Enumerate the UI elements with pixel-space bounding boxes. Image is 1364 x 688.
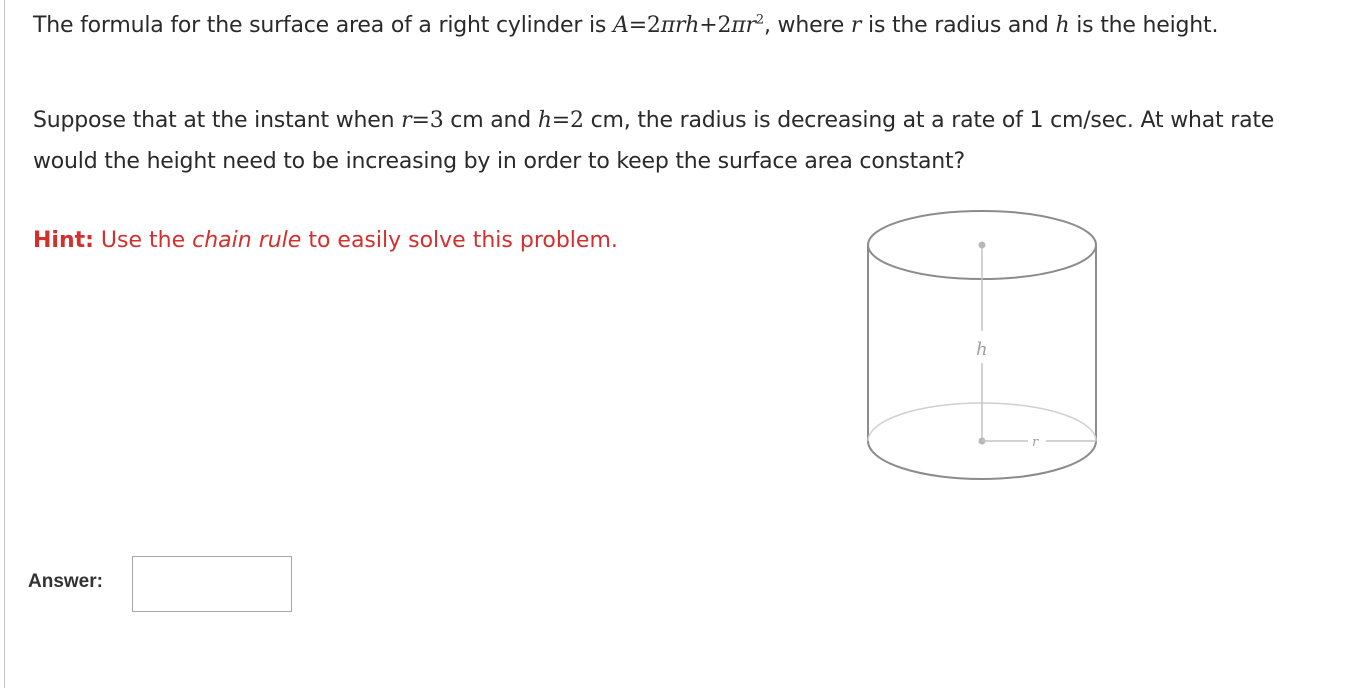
hint-text-a: Use the bbox=[93, 228, 193, 253]
formula-plus: +2 bbox=[699, 13, 732, 38]
hint-italic: chain rule bbox=[192, 228, 302, 253]
formula-exponent: 2 bbox=[755, 12, 764, 28]
answer-label: Answer: bbox=[28, 571, 103, 592]
cylinder-diagram bbox=[862, 203, 1102, 485]
hint-text bbox=[33, 220, 618, 261]
formula-term-2: πr bbox=[731, 13, 756, 38]
question-text: Suppose that at the instant when bbox=[33, 108, 402, 133]
hint-label: Hint: bbox=[33, 228, 94, 253]
height-top-point bbox=[979, 242, 986, 249]
variable-r: r bbox=[401, 108, 412, 133]
question-text: is the radius and bbox=[861, 13, 1056, 38]
question-text: The formula for the surface area of a right cylinder is bbox=[33, 13, 613, 38]
question-paragraph-2 bbox=[33, 100, 1293, 182]
answer-input[interactable] bbox=[132, 556, 292, 612]
question-paragraph-1 bbox=[33, 5, 1243, 46]
formula-equals: =2 bbox=[628, 13, 661, 38]
height-label: h bbox=[976, 339, 988, 360]
variable-h: h bbox=[1055, 13, 1070, 38]
variable-h: h bbox=[537, 108, 552, 133]
question-text: is the height. bbox=[1069, 13, 1219, 38]
radius-label: r bbox=[1032, 435, 1039, 450]
question-text: cm and bbox=[443, 108, 538, 133]
question-text: cm, the radius is decreasing at a rate of 1 cm/sec. At what rate would the height need to be increasing by in order to keep the surface area constant? bbox=[33, 108, 1275, 174]
formula-variable-a: A bbox=[612, 13, 629, 38]
height-value: =2 bbox=[551, 108, 584, 133]
variable-r: r bbox=[850, 13, 862, 38]
question-text: , where bbox=[763, 13, 851, 38]
radius-value: =3 bbox=[411, 108, 444, 133]
cylinder-bottom-front-arc bbox=[868, 441, 1096, 479]
hint-text-b: to easily solve this problem. bbox=[301, 228, 618, 253]
formula-term-1: πrh bbox=[660, 13, 700, 38]
